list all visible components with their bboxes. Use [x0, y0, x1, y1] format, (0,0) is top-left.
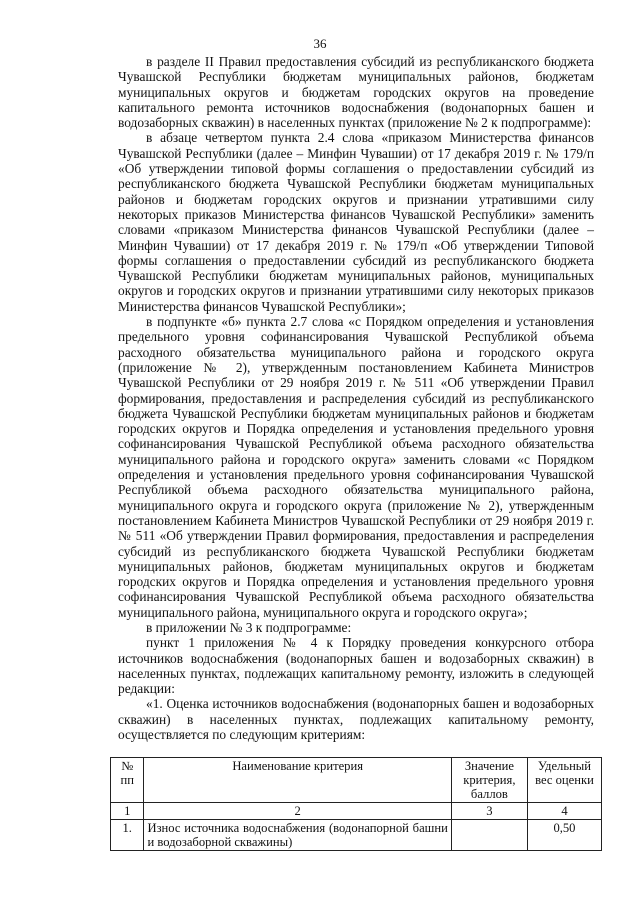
column-number: 3: [451, 803, 527, 820]
column-numbers-row: [111, 803, 602, 820]
header-weight: Удельный вес оценки: [527, 758, 601, 803]
column-number: 4: [527, 803, 601, 820]
criterion-weight: 0,50: [527, 820, 601, 851]
criteria-table: [110, 757, 602, 851]
paragraph-appendix-3: в приложении № 3 к подпрограмме:: [146, 619, 352, 635]
paragraph-section-ii: в разделе II Правил предоставления субсидий из республиканского бюджета Чувашской Республики бюджетам муниципальных районов, бюджетам муниципальных округов и бюджетам городских округов на проведение капитального ремонта источников водоснабжения (водонапорных башен и водозаборных скважин) в населенных пунктах (приложение № 2 к подпрограмме):: [118, 54, 594, 131]
column-number: 2: [144, 803, 451, 820]
criterion-name: Износ источника водоснабжения (водонапорной башни и водозаборной скважины): [144, 820, 451, 851]
column-number: 1: [111, 803, 144, 820]
document-body: [118, 54, 594, 742]
paragraph-clause-2-7: в подпункте «б» пункта 2.7 слова «с Порядком определения и установления предельного уровня софинансирования Чувашской Республикой объема расходного обязательства муниципального района и городского округа (приложение № 2), утвержденным постановлением Кабинета Министров Чувашской Республики от 29 ноября 2019 г. № 511 «Об утверждении Правил формирования, предоставления и распределения субсидий из республиканского бюджета Чувашской Республики бюджетам муниципальных районов и бюджетам городских округов и Порядка определения и установления предельного уровня софинансирования Чувашской Республикой объема расходного обязательства муниципального района и городского округа» заменить словами «с Порядком определения и установления предельного уровня софинансирования Чувашской Республикой объема расходного обязательства муниципального района, муниципального округа и городского округа (приложение № 2), утвержденным постановлением Кабинета Министров Чувашской Республики от 29 ноября 2019 г. № 511 «Об утверждении Правил формирования, предоставления и распределения субсидий из республиканского бюджета Чувашской Республики бюджетам муниципальных районов, бюджетам муниципальных округов и бюджетам городских округов и Порядка определения и установления предельного уровня софинансирования Чувашской Республикой объема расходного обязательства муниципального района, муниципального округа и городского округа»;: [118, 314, 594, 620]
criterion-value: [451, 820, 527, 851]
paragraph-item-1-appendix-4: пункт 1 приложения № 4 к Порядку проведения конкурсного отбора источников водоснабжения (водонапорных башен и водозаборных скважин) в населенных пунктах, подлежащих капитальному ремонту, изложить в следующей редакции:: [118, 635, 594, 697]
table-header-row: [111, 758, 602, 803]
row-number: 1.: [111, 820, 144, 851]
table-row: [111, 820, 602, 851]
header-number: № пп: [111, 758, 144, 803]
paragraph-clause-2-4: в абзаце четвертом пункта 2.4 слова «приказом Министерства финансов Чувашской Республики (далее – Минфин Чувашии) от 17 декабря 2019 г. № 179/п «Об утверждении типовой формы соглашения о предоставлении субсидий из республиканского бюджета Чувашской Республики бюджетам муниципальных районов и бюджетам городских округов и признании утратившими силу некоторых приказов Министерства финансов Чувашской Республики» заменить словами «приказом Министерства финансов Чувашской Республики (далее – Минфин Чувашии) от 17 декабря 2019 г. № 179/п «Об утверждении Типовой формы соглашения о предоставлении субсидий из республиканского бюджета Чувашской Республики бюджетам муниципальных районов, муниципальных округов и городских округов и признании утратившими силу некоторых приказов Министерства финансов Чувашской Республики»;: [118, 130, 594, 314]
paragraph-assessment-intro: «1. Оценка источников водоснабжения (водонапорных башен и водозаборных скважин) в населенных пунктах, подлежащих капитальному ремонту, осуществляется по следующим критериям:: [118, 696, 594, 743]
header-criterion-name: Наименование критерия: [144, 758, 451, 803]
header-criterion-value: Значение критерия, баллов: [451, 758, 527, 803]
page-number: 36: [313, 36, 327, 51]
